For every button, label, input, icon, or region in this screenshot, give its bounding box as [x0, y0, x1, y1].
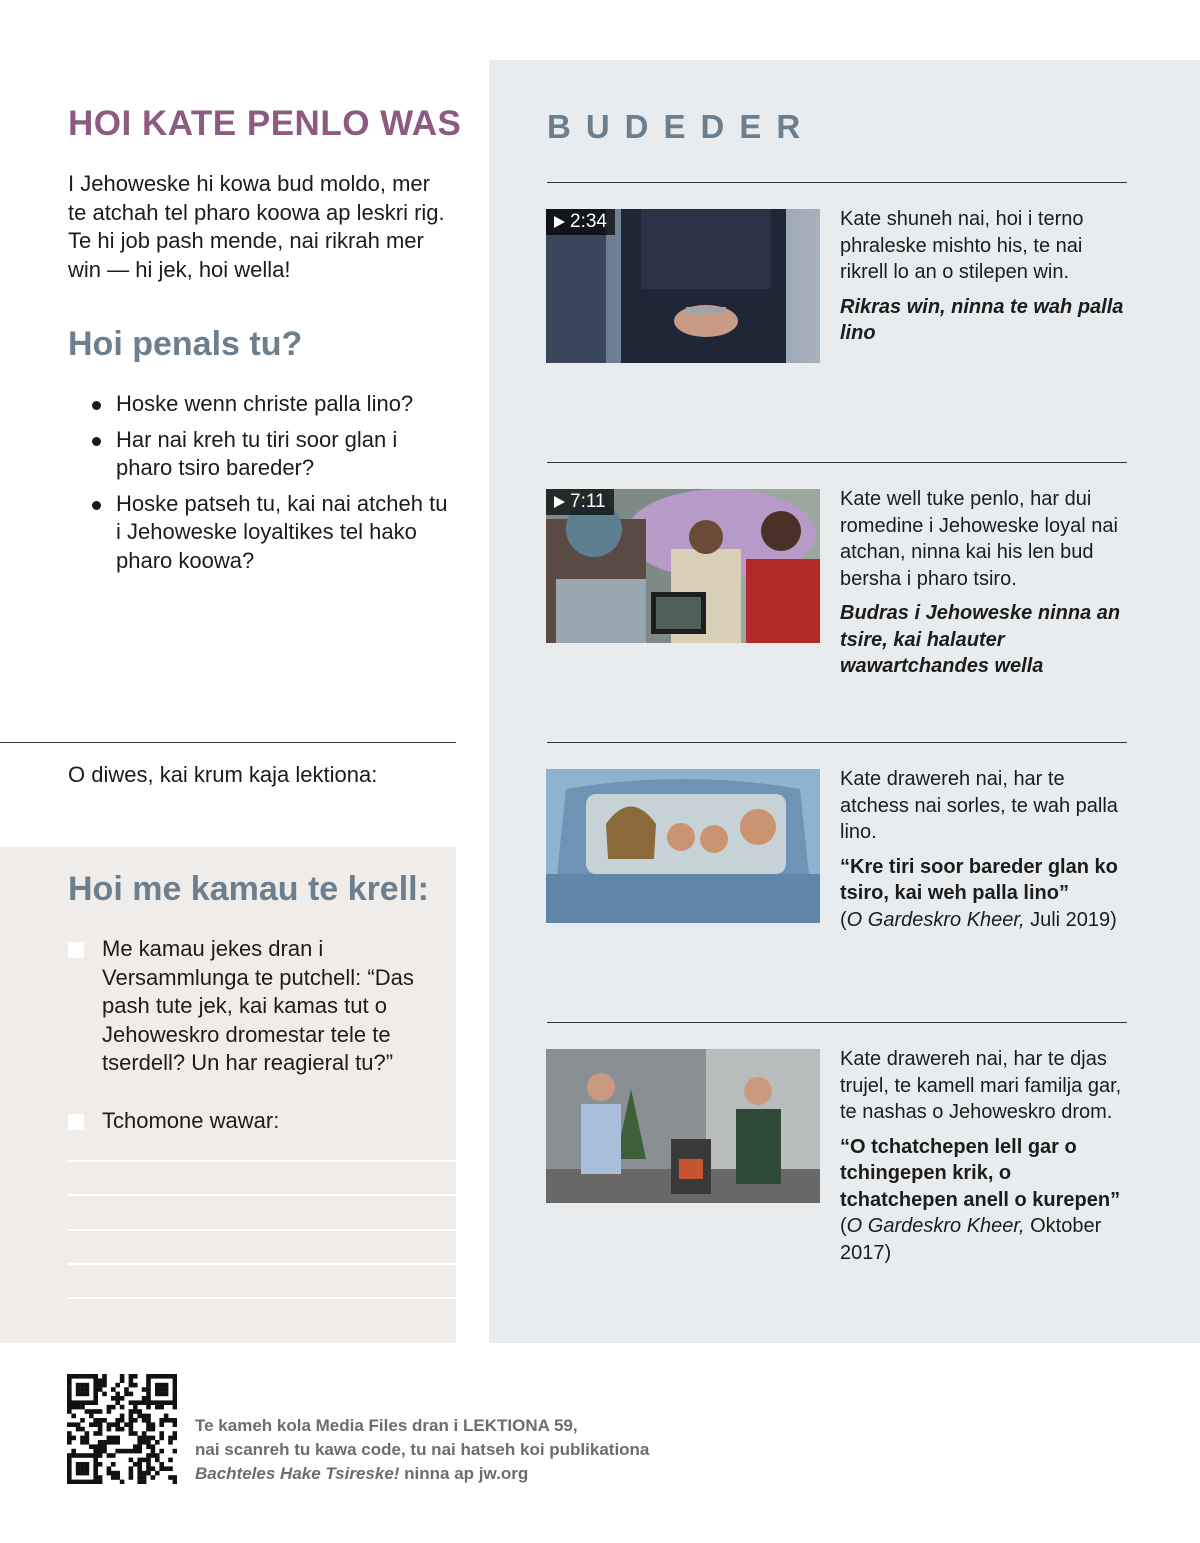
divider: [547, 462, 1127, 463]
qr-code-icon[interactable]: [67, 1374, 177, 1484]
review-title: Hoi penals tu?: [68, 325, 303, 363]
practice-item: Tchomone wawar:: [68, 1107, 448, 1136]
article-image: [546, 1049, 820, 1203]
review-question-list: [90, 390, 455, 582]
divider: [0, 742, 456, 743]
bullet-icon: [92, 401, 101, 410]
checkbox[interactable]: [68, 1114, 84, 1130]
write-line[interactable]: [68, 1297, 456, 1299]
write-line[interactable]: [68, 1160, 456, 1162]
summary-text: I Jehoweske hi kowa bud moldo, mer te atchah tel pharo koowa ap leskri rig. Te hi job pash mende, nai rikrah mer win — hi jek, hoi wella!: [68, 171, 445, 282]
bullet-icon: [92, 501, 101, 510]
footer-text: Te kameh kola Media Files dran i LEKTIONA 59, nai scanreh tu kawa code, tu nai hatseh koi publikationa Bachteles Hake Tsireske! ninna ap jw.org: [195, 1416, 650, 1483]
review-question: Hoske wenn christe palla lino?: [90, 390, 455, 419]
write-line[interactable]: [68, 1263, 456, 1265]
further-title: BUDEDER: [547, 108, 816, 145]
video-thumbnail[interactable]: [546, 489, 820, 643]
further-item-link[interactable]: Budras i Jehoweske ninna an tsire, kai halauter wawartchandes wella: [840, 602, 1121, 677]
review-question: Hoske patseh tu, kai nai atcheh tu i Jehoweske loyaltikes tel hako pharo koowa?: [90, 490, 455, 576]
duration-badge: 2:34: [546, 209, 615, 235]
divider: [547, 742, 1127, 743]
goal-text: O diwes, kai krum kaja lektiona:: [68, 762, 378, 787]
video-thumbnail[interactable]: [546, 209, 820, 363]
further-item-text: Kate drawereh nai, har te djas trujel, te kamell mari familja gar, te nashas o Jehoweskro drom. “O tchatchepen lell gar o tchingepen krik, o tchatchepen anell o kurepen” (O Gardeskro Kheer, Oktober 2017): [840, 1046, 1130, 1266]
further-item-link[interactable]: “Kre tiri soor bareder glan ko tsiro, kai weh palla lino” (O Gardeskro Kheer, Juli 2019): [840, 855, 1118, 931]
further-item-link[interactable]: “O tchatchepen lell gar o tchingepen krik, o tchatchepen anell o kurepen” (O Gardeskro Kheer, Oktober 2017): [840, 1135, 1121, 1264]
divider: [547, 1022, 1127, 1023]
write-line[interactable]: [68, 1194, 456, 1196]
write-line[interactable]: [68, 1229, 456, 1231]
practice-checklist: [68, 935, 448, 1164]
duration-badge: 7:11: [546, 489, 614, 515]
divider: [547, 182, 1127, 183]
further-item-text: Kate drawereh nai, har te atchess nai sorles, te wah palla lino. “Kre tiri soor bareder glan ko tsiro, kai weh palla lino” (O Gardeskro Kheer, Juli 2019): [840, 766, 1130, 933]
two-men-living-room-image: [546, 1049, 820, 1203]
practice-item: Me kamau jekes dran i Versammlunga te putchell: “Das pash tute jek, kai kamas tut o Jehoweskro dromestar tele te tserdell? Un har reagieral tu?”: [68, 935, 448, 1078]
family-in-car-image: [546, 769, 820, 923]
further-item-text: Kate well tuke penlo, har dui romedine i Jehoweske loyal nai atchan, ninna kai his len bud bersha i pharo tsiro. Budras i Jehoweske ninna an tsire, kai halauter wawartchandes wella: [840, 486, 1130, 680]
play-icon: [554, 216, 565, 228]
further-item-link[interactable]: Rikras win, ninna te wah palla lino: [840, 295, 1124, 344]
checkbox[interactable]: [68, 942, 84, 958]
review-question: Har nai kreh tu tiri soor glan i pharo tsiro bareder?: [90, 426, 455, 483]
further-item-text: Kate shuneh nai, hoi i terno phraleske mishto his, te nai rikrell lo an o stilepen win. Rikras win, ninna te wah palla lino: [840, 206, 1130, 347]
bullet-icon: [92, 437, 101, 446]
article-image: [546, 769, 820, 923]
practice-title: Hoi me kamau te krell:: [68, 870, 429, 908]
summary-title: HOI KATE PENLO WAS: [68, 104, 462, 143]
play-icon: [554, 496, 565, 508]
